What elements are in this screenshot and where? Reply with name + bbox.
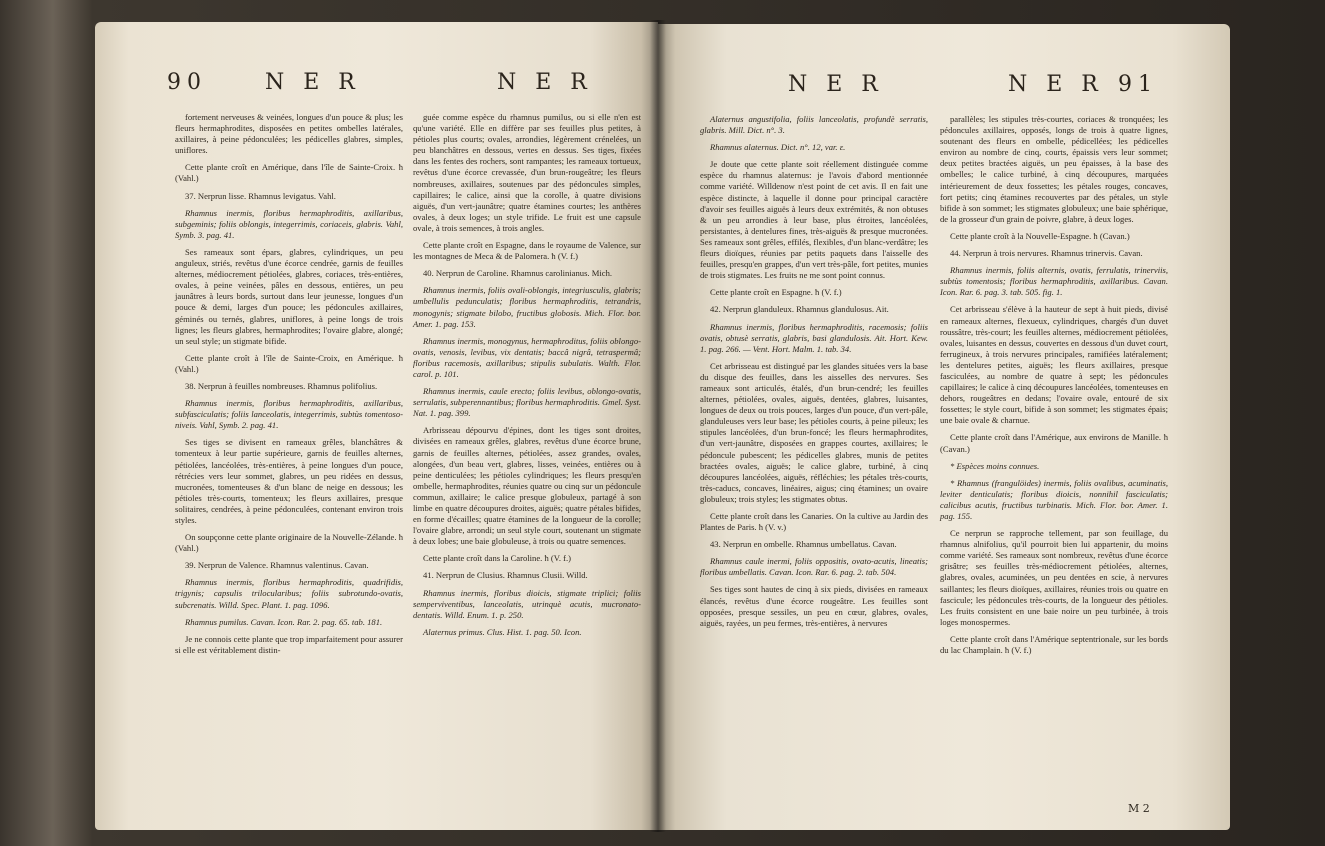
paragraph: 37. Nerprun lisse. Rhamnus levigatus. Vahl. [185,190,336,201]
paragraph: Rhamnus inermis, floribus hermaphroditis, axillaribus, subgeminis; foliis oblongis, integerrimis, coriaceis, glabris. Vahl, Symb. 3. pag. 41. [175,207,403,240]
left-running-head-2: N E R [497,70,593,95]
paragraph: 39. Nerprun de Valence. Rhamnus valentinus. Cavan. [185,560,369,571]
paragraph: Ses rameaux sont épars, glabres, cylindriques, un peu anguleux, striés, revêtus d'une écorce cendrée, garnis de feuilles alternes, médiocrement pétiolées, glabres, coriaces, très-entières, ovales, à peine veinées, pâles en dessous, entières, un peu jaunâtres à leurs bords, surtout dans leur jeunesse, longues d'un pouce & demi, larges d'un pouce; les pédoncules axillaires, géminés ou ternés, glabres, uniflores, à peine longs de trois lignes; les fleurs glabres, hermaphrodites; l'ovaire glabre, alongé; un seul style; un stigmate bifide. [175,246,403,346]
right-column-1 [700,114,928,635]
paragraph: Ce nerprun se rapproche tellement, par son feuillage, du rhamnus alnifolius, qu'il pourroit bien lui appartenir, du moins comme variété. Ses rameaux sont nombreux, revêtus d'une écorce grisâtre; ses feuilles très-médiocrement pétiolées, alternes, glabres, ovales, acuminées, un peu dentées en scie, à nervures saillantes; les fleurs dioïques, axillaires, réunies trois ou quatre en fascicule; les pédoncules très-courts, de la longueur des pétioles. Les fruits consistent en une baie noire un peu turbinée, à trois loges monospermes. [940,528,1168,627]
paragraph: 43. Nerprun en ombelle. Rhamnus umbellatus. Cavan. [710,539,897,550]
paragraph: Cet arbrisseau s'élève à la hauteur de sept à huit pieds, divisé en rameaux alternes, flexueux, cylindriques, chargés d'un duvet roussâtre, très-court; les feuilles alternes, médiocrement pétiolées, ovales, luisantes en dessus, couvertes en dessous d'un duvet court, ferrugineux, à trois nervures principales, ramifiées latéralement; les dentelures petites, aiguës; les fleurs axillaires, presque fasciculées, au nombre de quatre à sept; les pédoncules capillaires; le calice à cinq découpures lancéolées, tomenteuses en dehors, rougeâtres en dedans; l'ovaire ovale, entouré de six fossettes; le style court, bifide à son sommet; les stigmates épais; une baie ovale & charnue. [940,304,1168,426]
paragraph: Ses tiges se divisent en rameaux grêles, blanchâtres & tomenteux à leur partie supérieure, garnis de feuilles alternes, pétiolées, lancéolées, très-entières, à peine longues d'un pouce, rétrécies vers leur sommet, glabres, un peu ridées en dessus, mucronées, tomenteuses & d'un blanc de neige en dessous; les pétioles très-courts, tomenteux; les fleurs axillaires, presque solitaires, cendrées, à peine pédonculées, contenant environ trois styles. [175,437,403,525]
paragraph: fortement nerveuses & veinées, longues d'un pouce & plus; les fleurs hermaphrodites, disposées en petites ombelles latérales, axillaires, à peine pédonculées; les pédicelles glabres, simples, uniflores. [175,112,403,156]
paragraph: Rhamnus inermis, floribus dioicis, stigmate triplici; foliis semperviventibus, lanceolatis, utrinquè acutis, mucronato-dentatis. Willd. Enum. 1. p. 250. [413,587,641,620]
paragraph: 41. Nerprun de Clusius. Rhamnus Clusii. Willd. [423,570,588,581]
paragraph: Cette plante croît dans l'Amérique, aux environs de Manille. ħ (Cavan.) [940,432,1168,454]
paragraph: * Espèces moins connues. [950,460,1040,471]
book-gutter [650,20,666,832]
left-column-1 [175,112,403,662]
paragraph: parallèles; les stipules très-courtes, coriaces & tronquées; les pédoncules axillaires, opposés, longs de trois à quatre lignes, soutenant des fleurs en ombelle, pédicellées; les pédicelles environ au nombre de cinq, courts, épaissis vers leur sommet; deux petites bractées aiguës, un peu épaisses, à la base des ombelles; le calice turbiné, à cinq découpures, marquées intérieurement de deux fossettes; les pétales rouges, concaves, fort petits; cinq étamines recouvertes par des pétales, un style bifide à son sommet; les stigmates globuleux; une baie sphérique, de la grosseur d'un grain de poivre, glabre, à deux loges. [940,114,1168,224]
signature-mark: M 2 [1128,802,1150,815]
paragraph: On soupçonne cette plante originaire de la Nouvelle-Zélande. ħ (Vahl.) [175,532,403,554]
right-running-head-2: N E R [1008,72,1104,97]
paragraph: Cette plante croît à l'île de Sainte-Croix, en Amérique. ħ (Vahl.) [175,352,403,374]
paragraph: Cette plante croît dans les Canaries. On la cultive au Jardin des Plantes de Paris. ħ (V. v.) [700,511,928,533]
paragraph: Rhamnus inermis, monogynus, hermaphroditus, foliis oblongo-ovatis, venosis, levibus, vix dentatis; baccâ nigrâ, tetraspermâ; floribus racemosis, axillaribus; stipulis subulatis. Walth. Flor. carol. p. 101. [413,335,641,379]
paragraph: Cette plante croît à la Nouvelle-Espagne. ħ (Cavan.) [950,230,1130,241]
paragraph: 40. Nerprun de Caroline. Rhamnus carolinianus. Mich. [423,268,613,279]
paragraph: Cette plante croît en Espagne, dans le royaume de Valence, sur les montagnes de Meca & de Palomera. ħ (V. f.) [413,240,641,262]
right-page-number: 91 [1118,72,1158,97]
paragraph: Ses tiges sont hautes de cinq à six pieds, divisées en rameaux élancés, revêtus d'une écorce rougeâtre. Les feuilles sont opposées, presque sessiles, un peu en cœur, glabres, ovales, aiguës, rayées, un peu fermes, très-entières, à nervures [700,584,928,628]
paragraph: Rhamnus inermis, foliis alternis, ovatis, ferrulatis, trinerviis, subtùs tomentosis; floribus hermaphroditis, axillaribus. Cavan. Icon. Rar. 6. pag. 3. tab. 505. fig. 1. [940,265,1168,298]
paragraph: Rhamnus caule inermi, foliis oppositis, ovato-acutis, lineatis; floribus umbellatis. Cavan. Icon. Rar. 6. pag. 2. tab. 504. [700,556,928,578]
paragraph: Alaternus primus. Clus. Hist. 1. pag. 50. Icon. [423,626,582,637]
right-page [658,24,1230,830]
paragraph: * Rhamnus (frangulöides) inermis, foliis ovalibus, acuminatis, leviter denticulatis; floribus dioicis, nonnihil fasciculatis; calicibus acutis, fructibus turbinatis. Mich. Flor. bor. Amer. 1. pag. 155. [940,477,1168,521]
paragraph: 42. Nerprun glanduleux. Rhamnus glandulosus. Ait. [710,304,889,315]
paragraph: Cette plante croît dans la Caroline. ħ (V. f.) [423,553,572,564]
paragraph: Rhamnus inermis, caule erecto; foliis levibus, oblongo-ovatis, serrulatis, subperennantibus; floribus hermaphroditis. Gmel. Syst. Nat. 1. pag. 399. [413,386,641,419]
paragraph: Cette plante croît en Amérique, dans l'île de Sainte-Croix. ħ (Vahl.) [175,162,403,184]
paragraph: Cette plante croît dans l'Amérique septentrionale, sur les bords du lac Champlain. ħ (V. f.) [940,633,1168,656]
paragraph: Je ne connois cette plante que trop imparfaitement pour assurer si elle est véritablement distin- [175,633,403,655]
paragraph: Arbrisseau dépourvu d'épines, dont les tiges sont droites, divisées en rameaux grêles, glabres, revêtus d'une écorce brune, garnis de feuilles alternes, pétiolées, assez grandes, ovales, alongées, d'un beau vert, glabres, lisses, veinées, entières ou à peine denticulées; les pétioles cylindriques; les fleurs presqu'en ombelle, hermaphrodites, réunies quatre ou cinq sur un pédoncule commun, axillaire; le calice presque globuleux, partagé à son limbe en quatre découpures droites, aiguës; quatre pétales bifides, en forme d'écailles; quatre étamines de la longueur de la corolle; l'ovaire glabre, arrondi; un seul style court, soutenant un stigmate à deux lobes; une baie globuleuse, à trois ou quatre semences. [413,425,641,547]
left-page-number: 90 [167,70,207,95]
right-running-head: N E R [788,72,884,97]
paragraph: Rhamnus inermis, floribus hermaphroditis, quadrifidis, trigynis; capsulis trilocularibus; foliis subrotundo-ovatis, subcrenatis. Willd. Spec. Plant. 1. pag. 1096. [175,577,403,610]
paragraph: 44. Nerprun à trois nervures. Rhamnus trinervis. Cavan. [950,248,1143,259]
paragraph: Rhamnus inermis, floribus hermaphroditis, axillaribus, subfasciculatis; foliis lanceolatis, integerrimis, subtùs tomentoso-niveis. Vahl, Symb. 2. pag. 41. [175,398,403,431]
paragraph: Je doute que cette plante soit réellement distinguée comme espèce du rhamnus alaternus: je l'avois d'abord mentionnée comme variété. Willdenow n'est point de cet avis. Il en fait une espèce distincte, à laquelle il donne pour principal caractère d'avoir ses feuilles aiguës à leurs deux extrémités, & non obtuses & un peu arrondies à leur base, plus étroites, lancéolées, persistantes, à dentelures fines, très-aiguës & presque mucronées. Ses rameaux sont grêles, effilés, flexibles, d'un blanc-verdâtre; les fleurs dioïques, réunies par petits paquets dans l'aisselle des feuilles, presqu'en grappes, d'un vert très-pâle, fort petites, munies de trois stigmates. Les fruits ne me sont point connus. [700,159,928,281]
left-running-head: N E R [265,70,361,95]
right-column-2 [940,114,1168,662]
paragraph: Cet arbrisseau est distingué par les glandes situées vers la base du disque des feuilles, dans les aisselles des nervures. Ses rameaux sont articulés, étalés, d'un brun-cendré; les feuilles alternes, pétiolées, ovales, aiguës, dentées, glabres, luisantes, longues de deux ou trois pouces, larges d'un pouce, d'un vert-pâle, glanduleuses vers leur base; les pétioles courts, à peine pileux; les stipules lancéolées, d'un brun-foncé; les fleurs hermaphrodites, d'un vert-jaunâtre, disposées en grappes courtes, axillaires; le pédoncule pubescent; les pédicelles glabres, munis de petites bractées ovales, aiguës; le calice glabre, turbiné, à cinq découpures lancéolées, aiguës, réfléchies; les pétales très-courts, très-caducs, concaves, linéaires, aigus; cinq étamines; un ovaire globuleux; trois styles; les stigmates obtus. [700,360,928,504]
paragraph: Cette plante croît en Espagne. ħ (V. f.) [710,287,842,298]
paragraph: guée comme espèce du rhamnus pumilus, ou si elle n'en est qu'une variété. Elle en diffère par ses feuilles plus petites, à pétioles plus courts; ovales, arrondies, légèrement crénelées, un peu blanchâtres en dessous, vertes en dessus. Ses tiges, fixées dans les fentes des rochers, sont rampantes; les rameaux tortueux, revêtus d'une écorce crevassée, d'un brun-rougeâtre; les fleurs nombreuses, axillaires, soutenues par des pédoncules simples, capillaires; le calice, ainsi que la corolle, à quatre divisions aiguës, d'un vert-jaunâtre; quatre étamines courtes; les anthères ovales, à deux loges; un style trifide. Le fruit est une capsule ovale, à trois semences, à trois angles. [413,112,641,233]
paragraph: Rhamnus pumilus. Cavan. Icon. Rar. 2. pag. 65. tab. 181. [185,616,383,627]
paragraph: Rhamnus inermis, foliis ovali-oblongis, integriusculis, glabris; umbellulis pedunculatis; floribus hermaphroditis, tetrandris, monogynis; stigmate bilobo, fructibus globosis. Mich. Flor. bor. Amer. 1. pag. 153. [413,285,641,329]
paragraph: Rhamnus inermis, floribus hermaphroditis, racemosis; foliis ovatis, obtusè serratis, glabris, basi glandulosis. Ait. Hort. Kew. 1. pag. 266. — Vent. Hort. Malm. 1. tab. 34. [700,321,928,354]
paragraph: 38. Nerprun à feuilles nombreuses. Rhamnus polifolius. [185,380,378,391]
paragraph: Alaternus angustifolia, foliis lanceolatis, profundè serratis, glabris. Mill. Dict. n°. 3. [700,114,928,136]
left-column-2 [413,112,641,644]
left-page [95,22,658,830]
paragraph: Rhamnus alaternus. Dict. n°. 12, var. ε. [710,142,846,153]
